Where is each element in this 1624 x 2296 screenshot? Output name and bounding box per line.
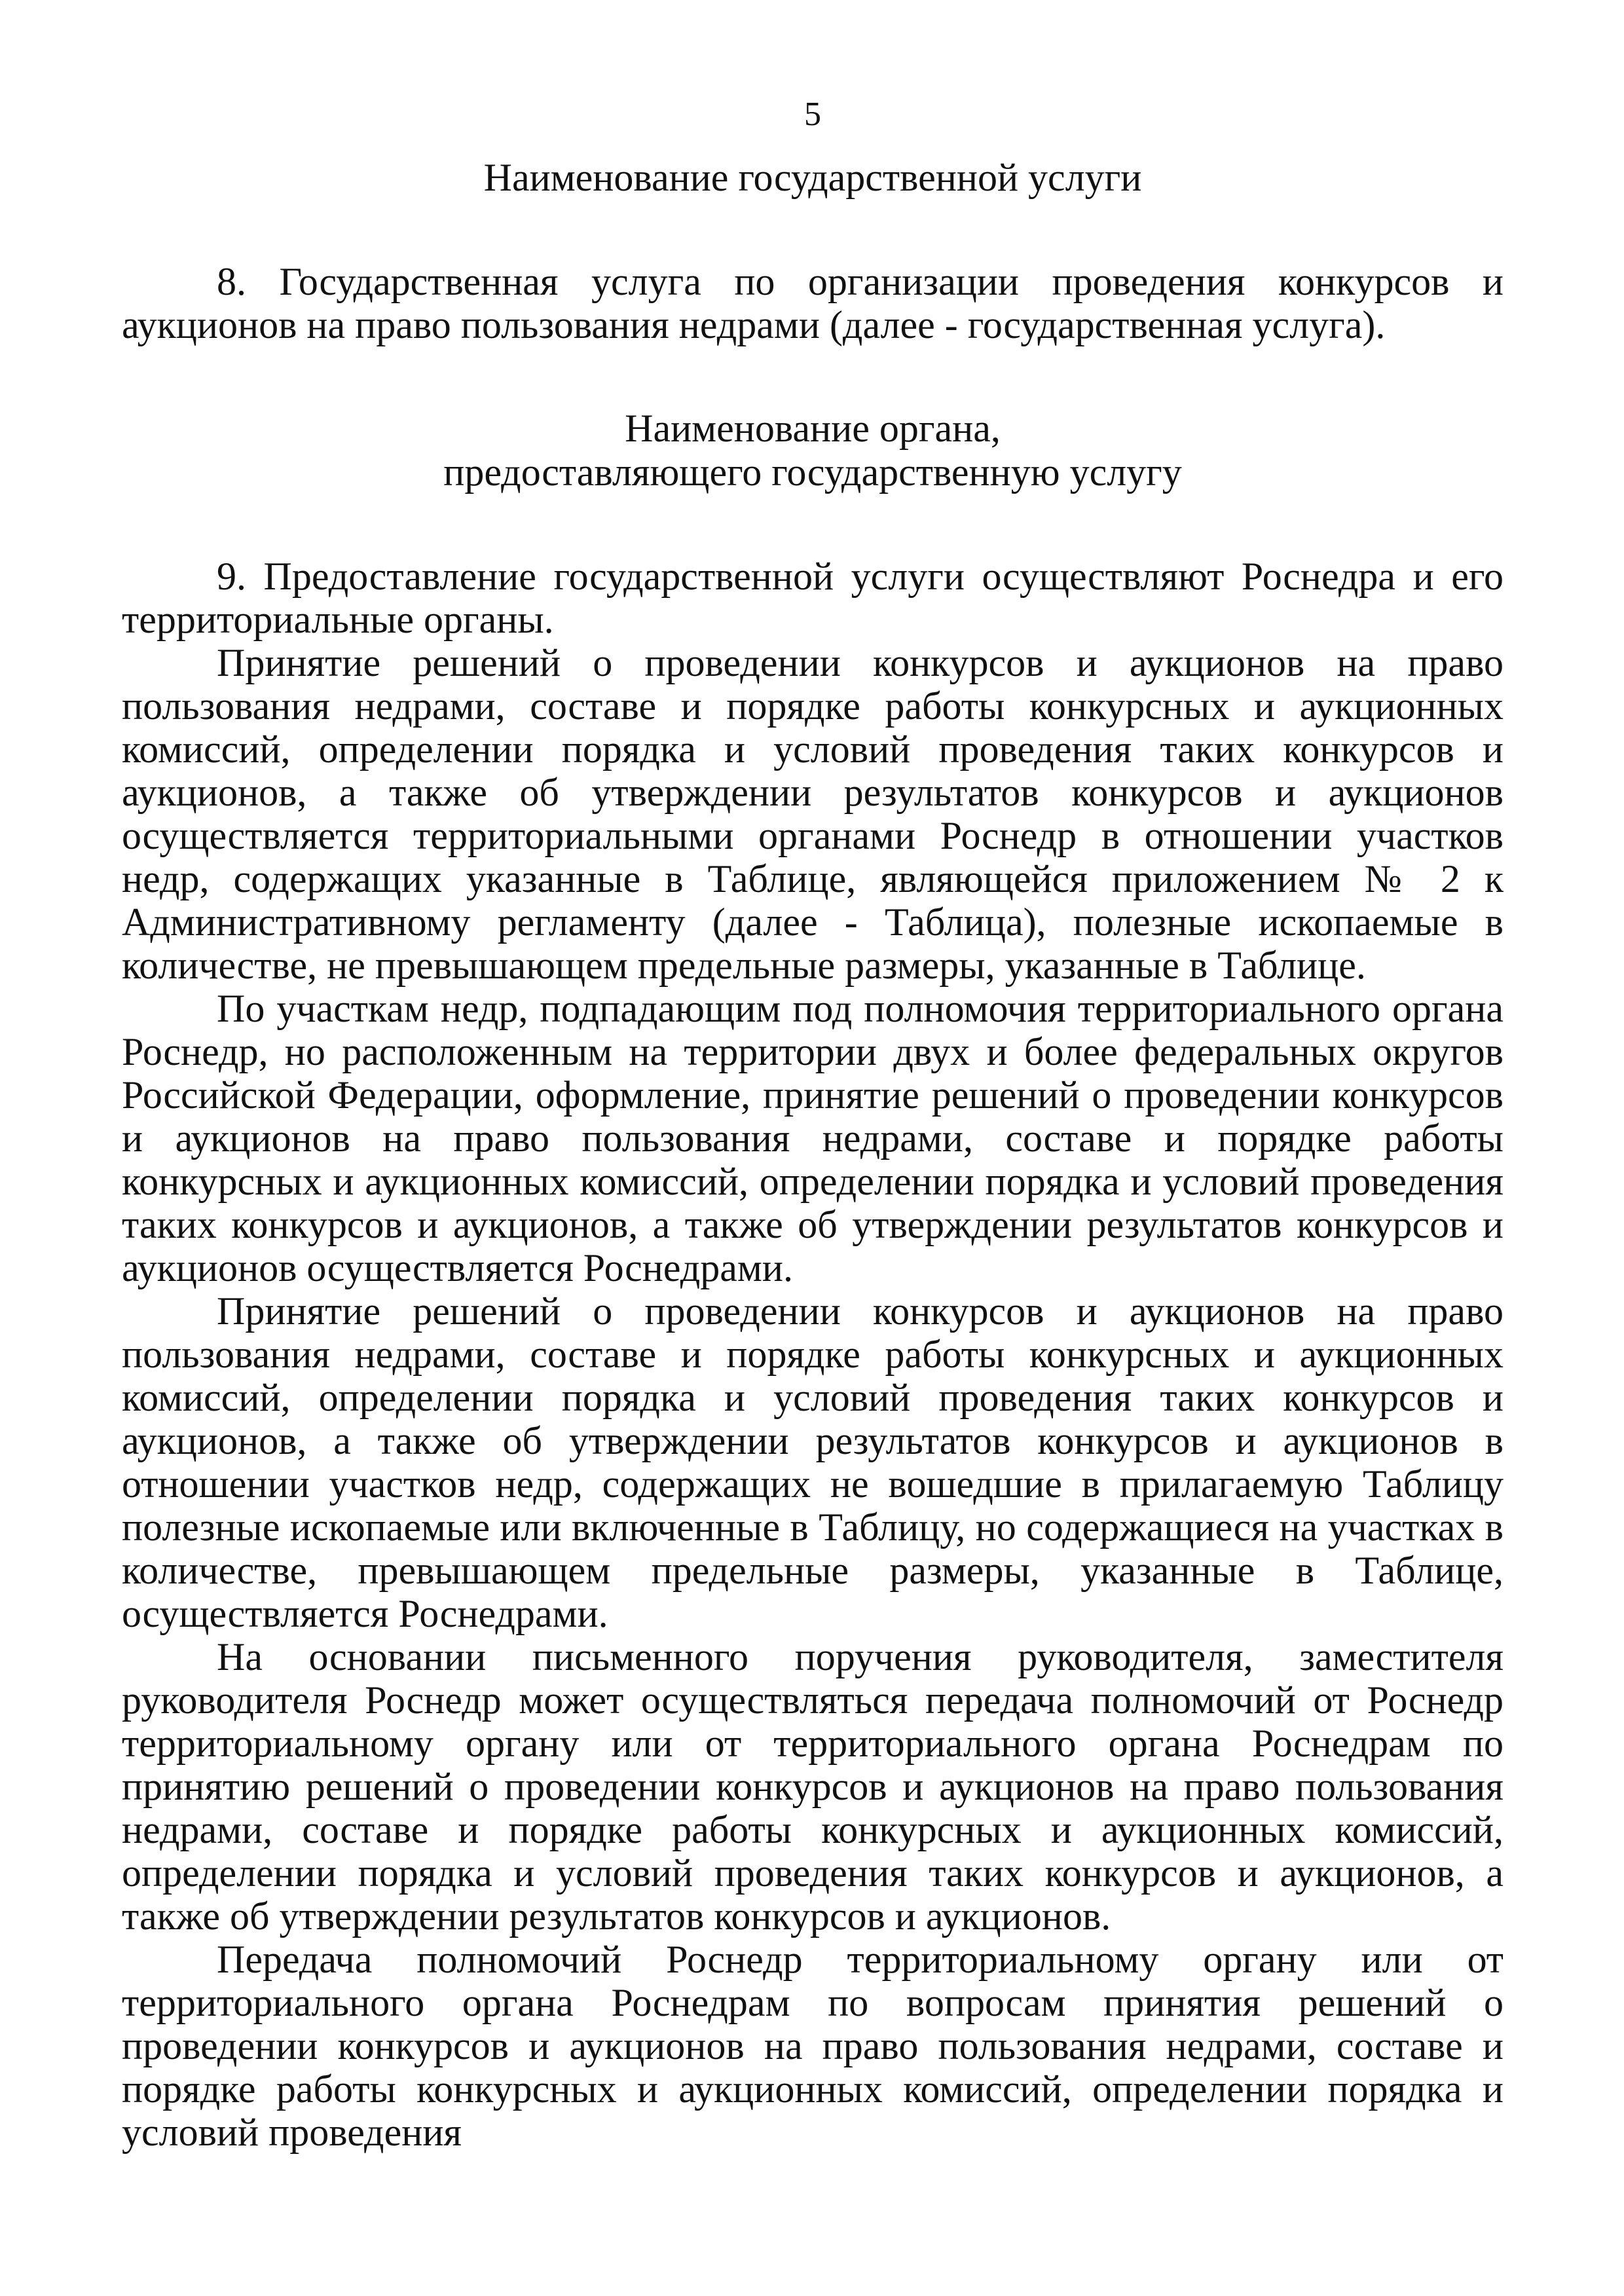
paragraph-9: 9. Предоставление государственной услуги осуществляют Роснедра и его территориальные органы. [122, 555, 1504, 641]
paragraph-multiple-districts: По участкам недр, подпадающим под полномочия территориального органа Роснедр, но расположенным на территории двух и более федеральных округов Российской Федерации, оформление, принятие решений о проведении конкурсов и аукционов на право пользования недрами, составе и порядке работы конкурсных и аукционных комиссий, определении порядка и условий проведения таких конкурсов и аукционов, а также об утверждении результатов конкурсов и аукционов осуществляется Роснедрами. [122, 987, 1504, 1289]
paragraph-transfer-of-powers: Передача полномочий Роснедр территориальному органу или от территориального органа Роснедрам по вопросам принятия решений о проведении конкурсов и аукционов на право пользования недрами, составе и порядке работы конкурсных и аукционных комиссий, определении порядка и условий проведения [122, 1938, 1504, 2154]
paragraph-rosnedra-decisions: Принятие решений о проведении конкурсов и аукционов на право пользования недрами, составе и порядке работы конкурсных и аукционных комиссий, определении порядка и условий проведения таких конкурсов и аукционов, а также об утверждении результатов конкурсов и аукционов в отношении участков недр, содержащих не вошедшие в прилагаемую Таблицу полезные ископаемые или включенные в Таблицу, но содержащиеся на участках в количестве, превышающем предельные размеры, указанные в Таблице, осуществляется Роснедрами. [122, 1289, 1504, 1635]
paragraph-written-instruction: На основании письменного поручения руководителя, заместителя руководителя Роснедр может осуществляться передача полномочий от Роснедр территориальному органу или от территориального органа Роснедрам по принятию решений о проведении конкурсов и аукционов на право пользования недрами, составе и порядке работы конкурсных и аукционных комиссий, определении порядка и условий проведения таких конкурсов и аукционов, а также об утверждении результатов конкурсов и аукционов. [122, 1635, 1504, 1938]
page-number: 5 [804, 96, 821, 133]
section-heading-service-name: Наименование государственной услуги [483, 156, 1142, 199]
document-page [122, 85, 1504, 2154]
section-heading-authority-line1: Наименование органа, [625, 407, 1001, 450]
paragraph-8: 8. Государственная услуга по организации проведения конкурсов и аукционов на право пользования недрами (далее - государственная услуга). [122, 260, 1504, 346]
paragraph-territorial-decisions: Принятие решений о проведении конкурсов и аукционов на право пользования недрами, составе и порядке работы конкурсных и аукционных комиссий, определении порядка и условий проведения таких конкурсов и аукционов, а также об утверждении результатов конкурсов и аукционов осуществляется территориальными органами Роснедр в отношении участков недр, содержащих указанные в Таблице, являющейся приложением № 2 к Административному регламенту (далее - Таблица), полезные ископаемые в количестве, не превышающем предельные размеры, указанные в Таблице. [122, 641, 1504, 987]
section-heading-authority-line2: предоставляющего государственную услугу [443, 451, 1182, 494]
